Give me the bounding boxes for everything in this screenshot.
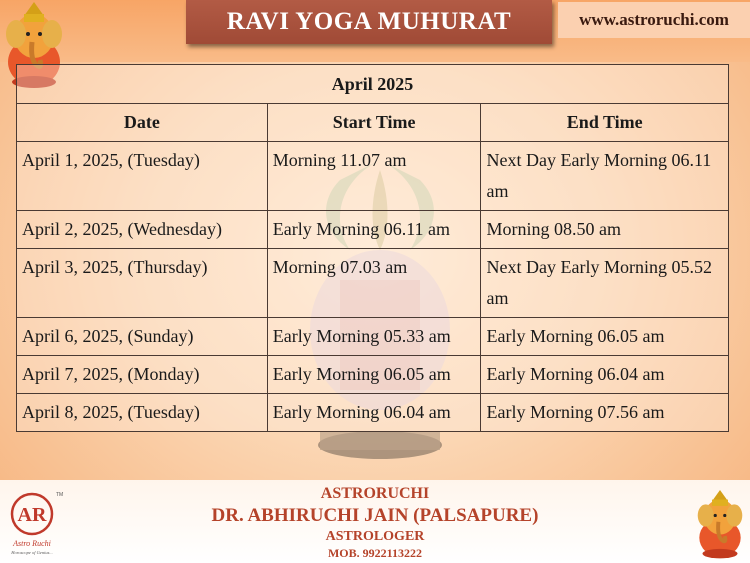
end-time-cell: Early Morning 07.56 am: [481, 394, 729, 432]
muhurat-table-container: [16, 64, 729, 432]
month-row: [17, 65, 729, 104]
end-time-cell: Early Morning 06.04 am: [481, 356, 729, 394]
svg-text:AR: AR: [17, 504, 47, 526]
start-time-cell: Early Morning 05.33 am: [267, 318, 481, 356]
footer-brand: ASTRORUCHI: [320, 485, 430, 502]
table-row: [17, 318, 729, 356]
end-time-cell: Morning 08.50 am: [481, 211, 729, 249]
footer-astrologer-name: DR. ABHIRUCHI JAIN (PALSAPURE): [211, 505, 539, 526]
start-time-cell: Early Morning 06.05 am: [267, 356, 481, 394]
end-time-cell: Next Day Early Morning 06.11 am: [481, 142, 729, 211]
date-cell: April 6, 2025, (Sunday): [17, 318, 268, 356]
page-title: RAVI YOGA MUHURAT: [226, 8, 512, 35]
end-time-cell: Early Morning 06.05 am: [481, 318, 729, 356]
ganesha-icon: [692, 490, 748, 560]
muhurat-table: [16, 64, 729, 432]
footer-mobile: MOB. 9922113222: [327, 546, 422, 560]
astroruchi-logo-icon: [4, 488, 64, 560]
table-row: [17, 142, 729, 211]
title-banner: [186, 0, 552, 44]
start-time-cell: Morning 07.03 am: [267, 249, 481, 318]
start-time-cell: Early Morning 06.04 am: [267, 394, 481, 432]
date-cell: April 1, 2025, (Tuesday): [17, 142, 268, 211]
start-time-cell: Morning 11.07 am: [267, 142, 481, 211]
column-header-row: [17, 104, 729, 142]
footer-role: ASTROLOGER: [325, 529, 425, 544]
date-cell: April 8, 2025, (Tuesday): [17, 394, 268, 432]
footer-credits: [180, 484, 570, 561]
logo-text: Astro Ruchi: [13, 539, 51, 548]
month-header: April 2025: [17, 65, 729, 104]
logo-tagline: Horoscope of Genius...: [11, 550, 53, 555]
date-cell: April 2, 2025, (Wednesday): [17, 211, 268, 249]
table-row: [17, 211, 729, 249]
column-header-end-time: End Time: [481, 104, 729, 142]
column-header-date: Date: [17, 104, 268, 142]
website-label: www.astroruchi.com: [558, 2, 750, 38]
table-row: [17, 356, 729, 394]
svg-text:TM: TM: [56, 492, 64, 498]
date-cell: April 3, 2025, (Thursday): [17, 249, 268, 318]
table-row: [17, 249, 729, 318]
column-header-start-time: Start Time: [267, 104, 481, 142]
start-time-cell: Early Morning 06.11 am: [267, 211, 481, 249]
end-time-cell: Next Day Early Morning 05.52 am: [481, 249, 729, 318]
date-cell: April 7, 2025, (Monday): [17, 356, 268, 394]
table-row: [17, 394, 729, 432]
